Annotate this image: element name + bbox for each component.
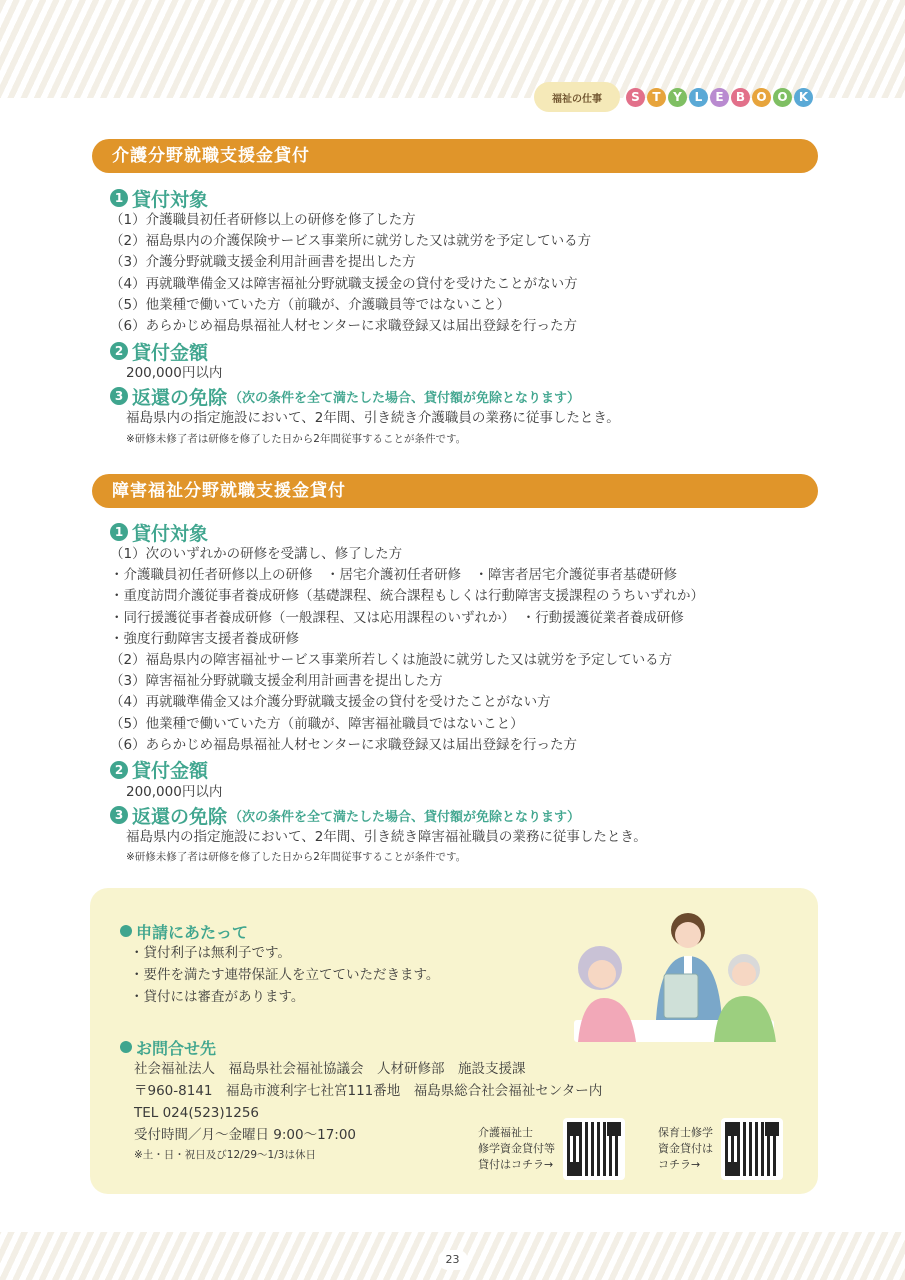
eligibility-list: [110, 210, 820, 337]
contact-title: お問合せ先: [136, 1038, 217, 1058]
brand-letter: B: [731, 88, 750, 107]
heading-text: 貸付金額: [132, 341, 209, 364]
heading-note: （次の条件を全て満たした場合、貸付額が免除となります）: [229, 390, 581, 406]
heading-text: 貸付対象: [132, 522, 209, 545]
info-box: [90, 888, 818, 1194]
list-item: （4）再就職準備金又は障害福祉分野就職支援金の貸付を受けたことがない方: [110, 275, 578, 292]
apply-list: [120, 942, 439, 1008]
brand-letters: [626, 88, 813, 107]
apply-section: [120, 920, 439, 1008]
section-title-shogai: 障害福祉分野就職支援金貸付: [92, 474, 818, 508]
number-badge: 1: [110, 189, 128, 207]
contact-line: 社会福祉法人 福島県社会福祉協議会 人材研修部 施設支援課: [134, 1061, 526, 1077]
apply-item: ・貸付には審査があります。: [130, 989, 305, 1005]
apply-item: ・貸付利子は無利子です。: [130, 945, 291, 961]
number-badge: 1: [110, 523, 128, 541]
page-number-text: 23: [438, 1250, 468, 1270]
heading-amount: [110, 339, 820, 363]
list-item: ・重度訪問介護従事者養成研修（基礎課程、統合課程もしくは行動障害支援課程のうちいずれか）: [110, 588, 704, 605]
list-item: （6）あらかじめ福島県福祉人材センターに求職登録又は届出登録を行った方: [110, 736, 578, 753]
footnote: ※研修未修了者は研修を修了した日から2年間従事することが条件です。: [126, 851, 467, 864]
list-item: （2）福島県内の障害福祉サービス事業所若しくは施設に就労した又は就労を予定している方: [110, 651, 673, 668]
brand-letter: E: [710, 88, 729, 107]
eligibility-list: [110, 544, 820, 756]
qr-label-line: 保育士修学: [658, 1126, 713, 1139]
section-title-kaigo: 介護分野就職支援金貸付: [92, 139, 818, 173]
list-item: （1）次のいずれかの研修を受講し、修了した方: [110, 546, 403, 562]
brand-letter: O: [752, 88, 771, 107]
brand-letter: L: [689, 88, 708, 107]
heading-eligibility: [110, 520, 820, 544]
contact-note: ※土・日・祝日及び12/29～1/3は休日: [134, 1149, 316, 1161]
stylebook-logo: [534, 80, 813, 114]
number-badge: 3: [110, 387, 128, 405]
page-number: [0, 1250, 905, 1270]
brand-cloud-label: 福祉の仕事: [534, 82, 620, 112]
list-item: ・介護職員初任者研修以上の研修 ・居宅介護初任者研修 ・障害者居宅介護従事者基礎研修: [110, 567, 677, 584]
heading-exemption: [110, 803, 820, 827]
brand-letter: K: [794, 88, 813, 107]
qr-label-line: 資金貸付は: [658, 1142, 713, 1155]
contact-line: 受付時間／月～金曜日 9:00～17:00: [134, 1127, 357, 1143]
list-item: （3）介護分野就職支援金利用計画書を提出した方: [110, 254, 416, 271]
exemption-text: 福島県内の指定施設において、2年間、引き続き介護職員の業務に従事したとき。: [126, 410, 620, 427]
heading-text: 貸付金額: [132, 760, 209, 783]
contact-line: TEL 024(523)1256: [134, 1105, 260, 1121]
qr-hoiku-group[interactable]: [658, 1118, 783, 1180]
number-badge: 2: [110, 761, 128, 779]
heading-text: 貸付対象: [132, 188, 209, 211]
list-item: （3）障害福祉分野就職支援金利用計画書を提出した方: [110, 673, 443, 690]
brand-letter: S: [626, 88, 645, 107]
list-item: （6）あらかじめ福島県福祉人材センターに求職登録又は届出登録を行った方: [110, 317, 578, 334]
qr-code-icon[interactable]: [721, 1118, 783, 1180]
apply-title: 申請にあたって: [136, 922, 249, 942]
qr-label-line: 貸付はコチラ→: [478, 1158, 554, 1171]
heading-amount: [110, 758, 820, 782]
bullet-dot-icon: [120, 1041, 132, 1053]
qr-code-icon[interactable]: [563, 1118, 625, 1180]
amount-text: 200,000円以内: [126, 365, 223, 382]
heading-text: 返還の免除: [132, 386, 228, 409]
bullet-dot-icon: [120, 925, 132, 937]
apply-item: ・要件を満たす連帯保証人を立てていただきます。: [130, 967, 440, 983]
contact-heading: [120, 1036, 602, 1058]
brand-letter: Y: [668, 88, 687, 107]
number-badge: 3: [110, 806, 128, 824]
qr-kaigo-label: [478, 1125, 555, 1173]
qr-label-line: コチラ→: [658, 1158, 701, 1171]
list-item: （5）他業種で働いていた方（前職が、障害福祉職員ではないこと）: [110, 715, 524, 732]
number-badge: 2: [110, 342, 128, 360]
qr-hoiku-label: [658, 1125, 713, 1173]
apply-heading: [120, 920, 439, 942]
heading-note: （次の条件を全て満たした場合、貸付額が免除となります）: [229, 809, 581, 825]
list-item: ・強度行動障害支援者養成研修: [110, 630, 299, 647]
footnote: ※研修未修了者は研修を修了した日から2年間従事することが条件です。: [126, 432, 467, 445]
heading-eligibility: [110, 186, 820, 210]
list-item: （2）福島県内の介護保険サービス事業所に就労した又は就労を予定している方: [110, 233, 592, 250]
section-body-kaigo: [110, 186, 820, 448]
heading-text: 返還の免除: [132, 805, 228, 828]
contact-line: 〒960-8141 福島市渡利字七社宮111番地 福島県総合社会福祉センター内: [134, 1083, 603, 1099]
qr-kaigo-group[interactable]: [478, 1118, 625, 1180]
section-body-shogai: [110, 520, 820, 866]
list-item: ・同行援護従事者養成研修（一般課程、又は応用課程のいずれか） ・行動援護従業者養成研修: [110, 609, 684, 626]
brand-letter: T: [647, 88, 666, 107]
qr-label-line: 修学資金貸付等: [478, 1142, 555, 1155]
list-item: （1）介護職員初任者研修以上の研修を修了した方: [110, 212, 416, 228]
qr-label-line: 介護福祉士: [478, 1126, 533, 1139]
list-item: （4）再就職準備金又は介護分野就職支援金の貸付を受けたことがない方: [110, 694, 551, 711]
brand-letter: O: [773, 88, 792, 107]
amount-text: 200,000円以内: [126, 783, 223, 800]
heading-exemption: [110, 384, 820, 408]
consultation-illustration-icon: [564, 902, 784, 1042]
exemption-text: 福島県内の指定施設において、2年間、引き続き障害福祉職員の業務に従事したとき。: [126, 829, 647, 846]
list-item: （5）他業種で働いていた方（前職が、介護職員等ではないこと）: [110, 296, 511, 313]
